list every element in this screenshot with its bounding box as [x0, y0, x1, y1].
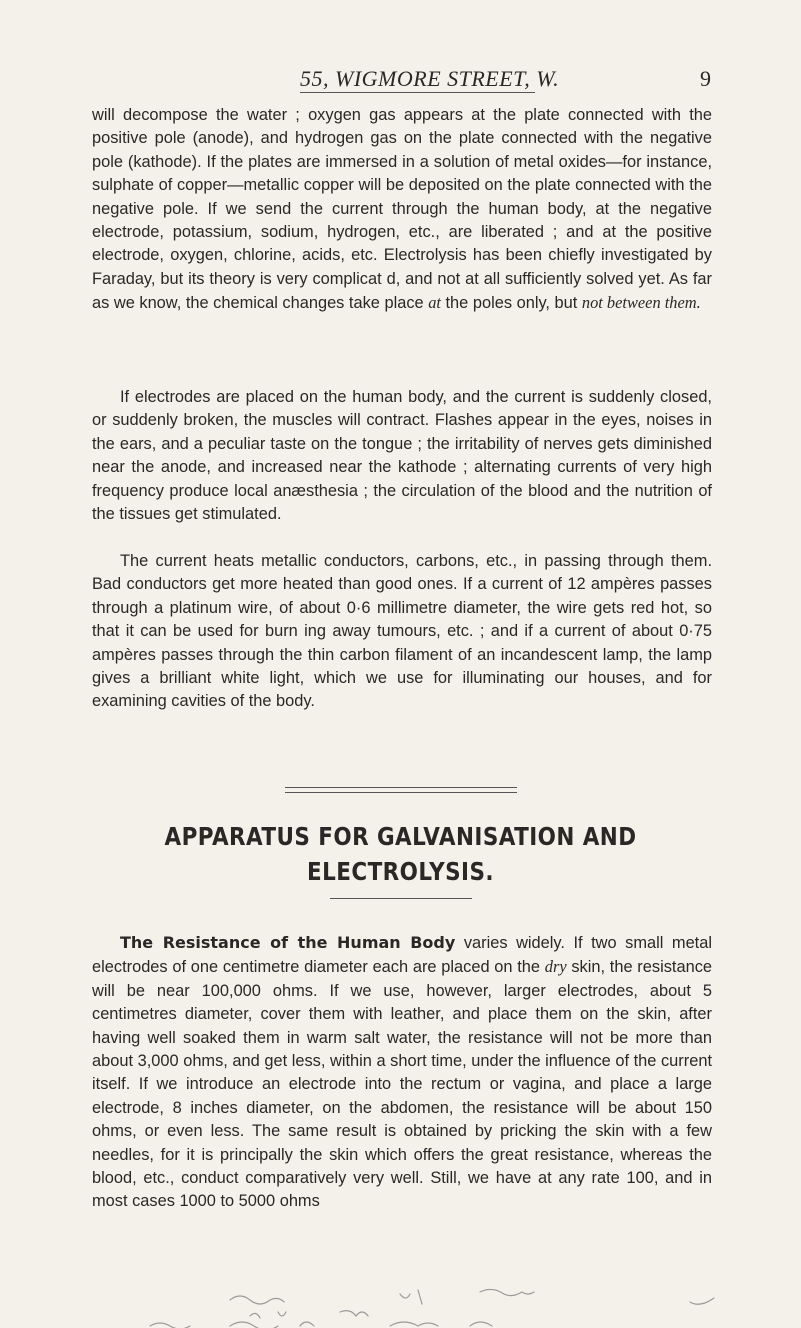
running-header [0, 66, 801, 96]
page-number: 9 [700, 66, 711, 91]
scribble-stroke [480, 1289, 534, 1295]
scribble-stroke [400, 1290, 422, 1304]
scribble-stroke [230, 1296, 284, 1304]
paragraph-resistance [92, 931, 712, 1214]
paragraph-text: the poles only, but [440, 294, 582, 313]
lead-in-text: The Resistance of the Human Body [120, 933, 456, 952]
paragraph-text: The current heats metallic conductors, carbons, etc., in passing through them. Bad conductors get more heated than good ones. If a current of 12 ampères passes through a platinum wire, of about 0·6 millimetre diameter, the wire gets red hot, so that it can be used for burn ing away tumours, etc. ; and if a current of about 0·75 ampères passes through the thin carbon filament of an incandescent lamp, the lamp gives a brilliant white light, which we use for illuminating our houses, and for examining cavities of the body. [92, 552, 712, 711]
section-rule-single [330, 898, 472, 899]
pencil-scribble [0, 1282, 801, 1328]
section-rule-double [285, 787, 517, 793]
paragraph-text: varies widely. If two small metal electrodes of one centimetre diameter each are placed on the [92, 934, 712, 977]
paragraph-heating [92, 550, 712, 714]
section-heading-line1: APPARATUS FOR GALVANISATION AND [164, 822, 637, 851]
scribble-stroke [150, 1322, 314, 1328]
running-title: 55, WIGMORE STREET, W. [300, 66, 560, 91]
paragraph-electrodes [92, 386, 712, 526]
paragraph-text: If electrodes are placed on the human body, and the current is suddenly closed, or suddenly broken, the muscles will contract. Flashes appear in the eyes, noises in the ears, and a peculiar taste on the tongue ; the irritability of nerves gets diminished near the anode, and increased near the kathode ; alternating currents of very high frequency produce local anæsthesia ; the circulation of the blood and the nutrition of the tissues get stimulated. [92, 388, 712, 524]
section-heading-line2: ELECTROLYSIS. [307, 857, 494, 886]
paragraph-text: skin, the resistance will be near 100,000 ohms. If we use, however, larger electrodes, about 5 centimetres diameter, cover them with leather, and place them on the skin, after having well soaked them in warm salt water, the resistance will not be more than about 3,000 ohms, and get less, within a short time, under the influence of the current itself. If we introduce an electrode into the rectum or vagina, and place a large electrode, 8 inches diameter, on the abdomen, the resistance will be about 150 ohms, or even less. The same result is obtained by pricking the skin with a few needles, for it is principally the skin which offers the great resistance, whereas the blood, etc., conduct comparatively very well. Still, we have at any rate 100, and in most cases 1000 to 5000 ohms [92, 958, 712, 1211]
emphasis-text: dry [544, 957, 567, 977]
scribble-stroke [390, 1322, 492, 1326]
emphasis-text: at [428, 293, 441, 313]
header-underline [300, 92, 535, 93]
paragraph-electrolysis [92, 104, 712, 316]
scribble-stroke [690, 1298, 714, 1304]
scribble-stroke [250, 1312, 286, 1318]
paragraph-text: will decompose the water ; oxygen gas appears at the plate connected with the positive pole (anode), and hydrogen gas on the plate connected with the negative pole (kathode). If the plates are immersed in a solution of metal oxides—for instance, sulphate of copper—metallic copper will be deposited on the plate connected with the negative pole. If we send the current through the human body, at the negative electrode, potassium, sodium, hydrogen, etc., are liberated ; and at the positive electrode, oxygen, chlorine, acids, etc. Electrolysis has been chiefly investigated by Faraday, but its theory is very complicat d, and not at all sufficiently solved yet. As far as we know, the chemical changes take place [92, 106, 712, 313]
scribble-stroke [340, 1311, 368, 1316]
emphasis-text: not between them. [581, 293, 701, 313]
